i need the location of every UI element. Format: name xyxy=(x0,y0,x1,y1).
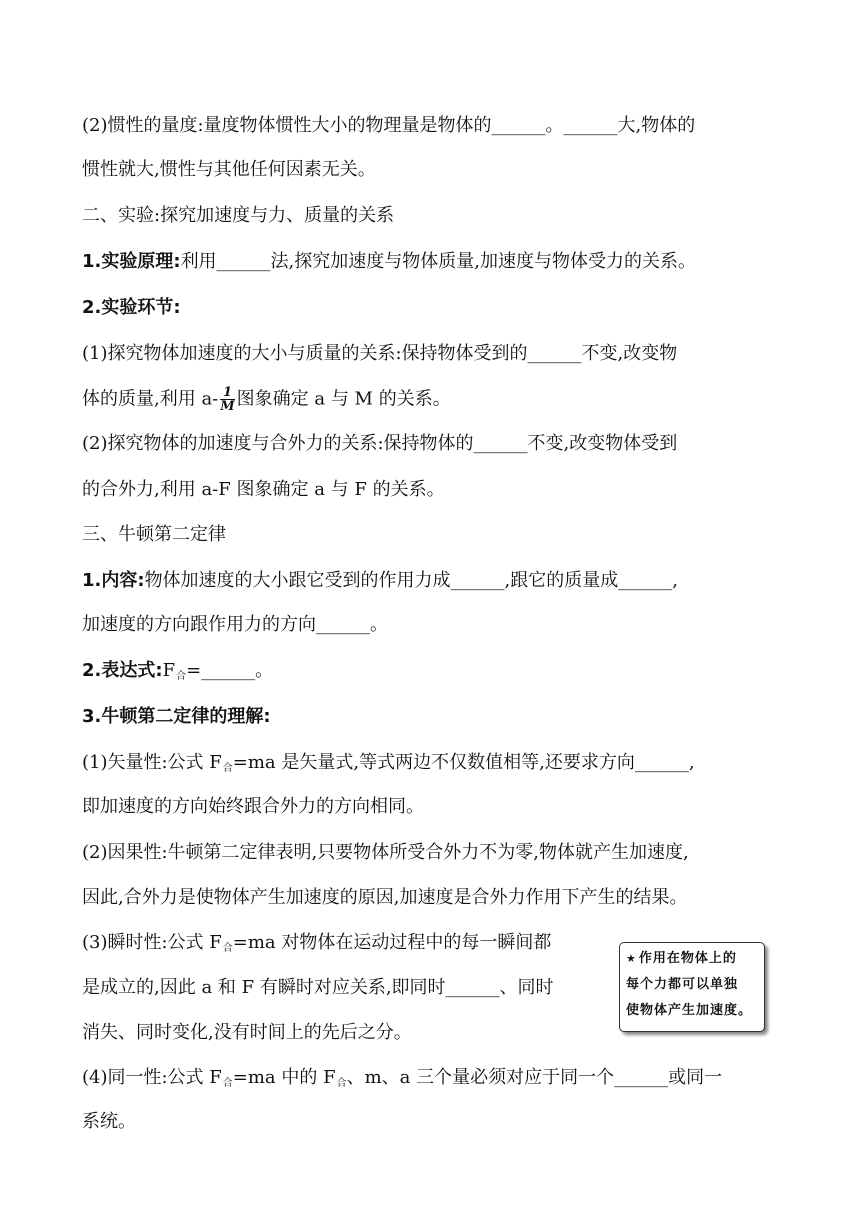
paragraph-inertia-measure-cont: 惯性就大,惯性与其他任何因素无关。 xyxy=(82,159,376,180)
instantaneous-prefix: (3)瞬时性:公式 F xyxy=(82,932,222,953)
vector-property-prefix: (1)矢量性:公式 F xyxy=(82,752,222,773)
experiment-steps-label: 2.实验环节: xyxy=(82,297,181,318)
expression-blank: =______。 xyxy=(186,660,274,681)
experiment-step-1-cont xyxy=(82,386,451,413)
note-line-2: 每个力都可以单独 xyxy=(626,977,739,992)
vector-property-cont: 即加速度的方向始终跟合外力的方向相同。 xyxy=(82,796,424,817)
star-icon: ★ xyxy=(626,952,637,965)
experiment-step-2-cont: 的合外力,利用 a-F 图象确定 a 与 F 的关系。 xyxy=(82,479,445,500)
section-heading-experiment: 二、实验:探究加速度与力、质量的关系 xyxy=(82,205,395,226)
tip-note-box xyxy=(619,942,765,1032)
identity-property xyxy=(82,1066,722,1096)
section-heading-newton-second-law: 三、牛顿第二定律 xyxy=(82,524,226,545)
law-expression-label: 2.表达式: xyxy=(82,660,163,681)
experiment-step-1: (1)探究物体加速度的大小与质量的关系:保持物体受到的______不变,改变物 xyxy=(82,343,678,364)
note-line-1-text: 作用在物体上的 xyxy=(638,951,737,966)
causal-property: (2)因果性:牛顿第二定律表明,只要物体所受合外力不为零,物体就产生加速度, xyxy=(82,842,689,863)
law-content xyxy=(82,569,678,593)
identity-prefix: (4)同一性:公式 F xyxy=(82,1067,222,1088)
experiment-principle-text: 利用______法,探究加速度与物体质量,加速度与物体受力的关系。 xyxy=(180,251,697,272)
expression-f: F xyxy=(162,660,176,681)
one-over-m-fraction xyxy=(220,386,234,413)
law-content-text: 物体加速度的大小跟它受到的作用力成______,跟它的质量成______, xyxy=(144,570,679,591)
instantaneous-subscript: 合 xyxy=(222,943,233,954)
expression-subscript: 合 xyxy=(176,671,187,682)
fraction-denominator: M xyxy=(220,399,235,414)
fraction-numerator: 1 xyxy=(220,386,234,400)
vector-property-subscript: 合 xyxy=(222,763,233,774)
note-line-1 xyxy=(626,946,758,972)
experiment-step-2: (2)探究物体的加速度与合外力的关系:保持物体的______不变,改变物体受到 xyxy=(82,433,678,454)
causal-property-cont: 因此,合外力是使物体产生加速度的原因,加速度是合外力作用下产生的结果。 xyxy=(82,887,688,908)
instantaneous-property-cont2: 消失、同时变化,没有时间上的先后之分。 xyxy=(82,1022,412,1043)
law-expression xyxy=(82,659,273,689)
experiment-principle-label: 1.实验原理: xyxy=(82,251,181,272)
instantaneous-suffix: =ma 对物体在运动过程中的每一瞬间都 xyxy=(232,932,552,953)
identity-subscript-2: 合 xyxy=(336,1078,347,1089)
paragraph-inertia-measure: (2)惯性的量度:量度物体惯性大小的物理量是物体的______。______大,物体的 xyxy=(82,115,696,136)
step-1-prefix: 体的质量,利用 a- xyxy=(82,388,219,410)
note-line-3: 使物体产生加速度。 xyxy=(626,1003,753,1018)
identity-subscript-1: 合 xyxy=(222,1078,233,1089)
identity-suffix: 、m、a 三个量必须对应于同一个______或同一 xyxy=(346,1067,723,1088)
identity-property-cont: 系统。 xyxy=(82,1111,136,1132)
step-1-suffix: 图象确定 a 与 M 的关系。 xyxy=(236,388,451,410)
law-content-label: 1.内容: xyxy=(82,570,145,591)
instantaneous-property xyxy=(82,931,551,961)
vector-property-suffix: =ma 是矢量式,等式两边不仅数值相等,还要求方向______, xyxy=(232,752,695,773)
law-content-cont: 加速度的方向跟作用力的方向______。 xyxy=(82,614,388,635)
experiment-principle xyxy=(82,250,696,274)
vector-property xyxy=(82,751,695,781)
instantaneous-property-cont: 是成立的,因此 a 和 F 有瞬时对应关系,即同时______、同时 xyxy=(82,977,554,998)
law-understanding-label: 3.牛顿第二定律的理解: xyxy=(82,706,271,727)
identity-mid: =ma 中的 F xyxy=(232,1067,336,1088)
